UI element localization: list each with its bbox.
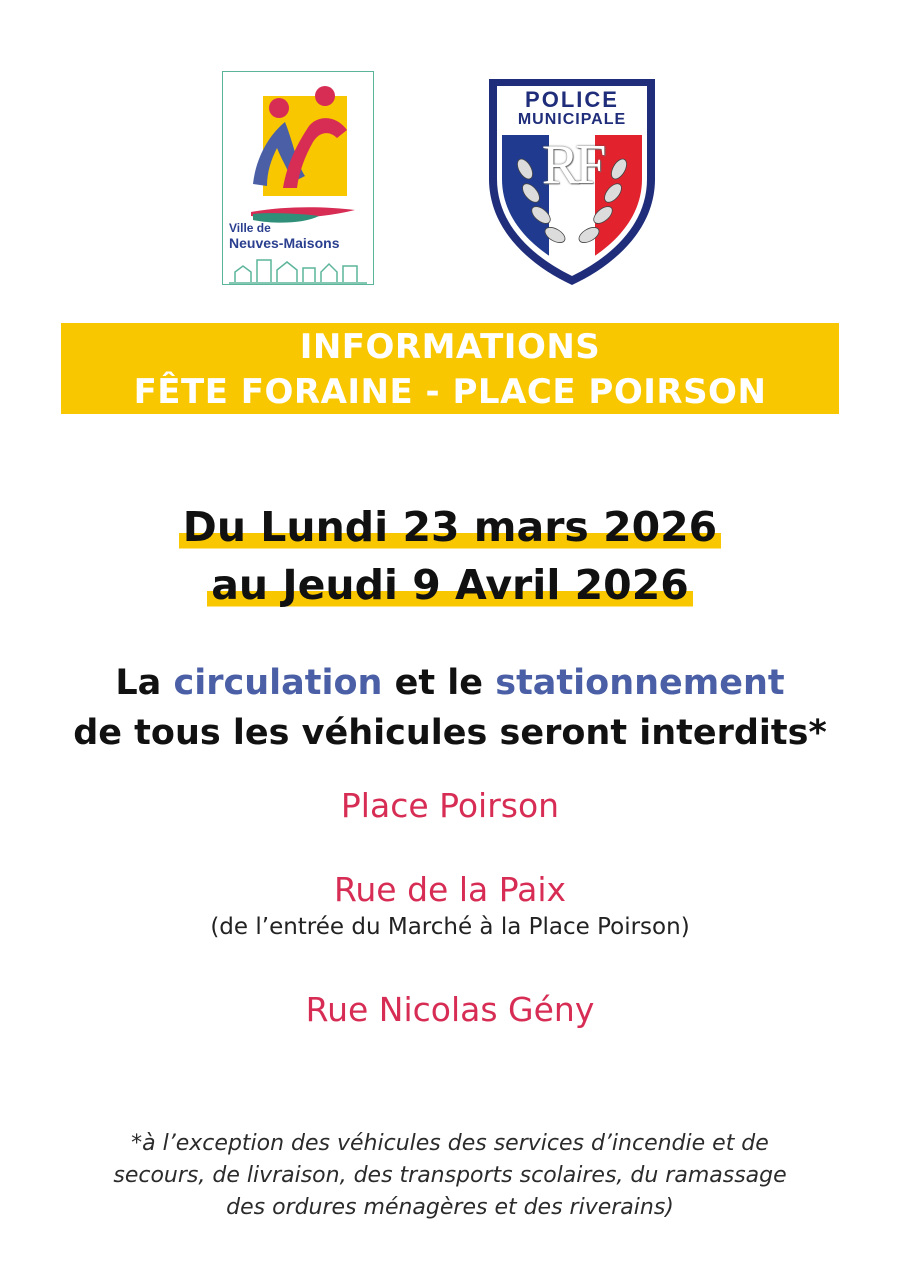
traffic-notice bbox=[0, 658, 900, 758]
ville-logo-line1: Ville de bbox=[229, 221, 271, 235]
notice-stationnement: stationnement bbox=[495, 663, 785, 703]
notice-text-2: et le bbox=[382, 663, 496, 703]
police-badge-monogram: RF bbox=[541, 134, 603, 196]
footnote-line2: secours, de livraison, des transports scolaires, du ramassage bbox=[113, 1163, 787, 1188]
date-start: Du Lundi 23 mars 2026 bbox=[179, 503, 721, 551]
notice-circulation: circulation bbox=[173, 663, 383, 703]
notice-line2: de tous les véhicules seront interdits* bbox=[73, 713, 827, 753]
street-rue-de-la-paix: Rue de la Paix bbox=[333, 870, 567, 909]
ville-neuves-maisons-logo bbox=[222, 71, 374, 285]
footnote bbox=[0, 1128, 900, 1224]
date-end: au Jeudi 9 Avril 2026 bbox=[207, 561, 693, 609]
street-rue-nicolas-geny: Rue Nicolas Gény bbox=[305, 990, 595, 1029]
street-place-poirson: Place Poirson bbox=[340, 786, 560, 825]
event-dates bbox=[0, 498, 900, 614]
title-banner bbox=[61, 323, 839, 414]
banner-line1: INFORMATIONS bbox=[299, 327, 601, 367]
ville-logo-line2: Neuves-Maisons bbox=[229, 235, 340, 251]
police-badge-line1: POLICE bbox=[525, 87, 619, 112]
banner-line2: FÊTE FORAINE - PLACE POIRSON bbox=[133, 372, 767, 412]
footnote-line1: *à l’exception des véhicules des services d’incendie et de bbox=[131, 1131, 769, 1156]
street-rue-de-la-paix-detail: (de l’entrée du Marché à la Place Poirson) bbox=[210, 914, 690, 940]
police-municipale-badge bbox=[485, 69, 659, 287]
notice-text-1: La bbox=[115, 663, 174, 703]
police-badge-line2: MUNICIPALE bbox=[517, 111, 627, 128]
notice-line1 bbox=[0, 658, 900, 708]
ville-logo-graphic-icon bbox=[223, 72, 373, 284]
footnote-line3: des ordures ménagères et des riverains) bbox=[226, 1195, 674, 1220]
